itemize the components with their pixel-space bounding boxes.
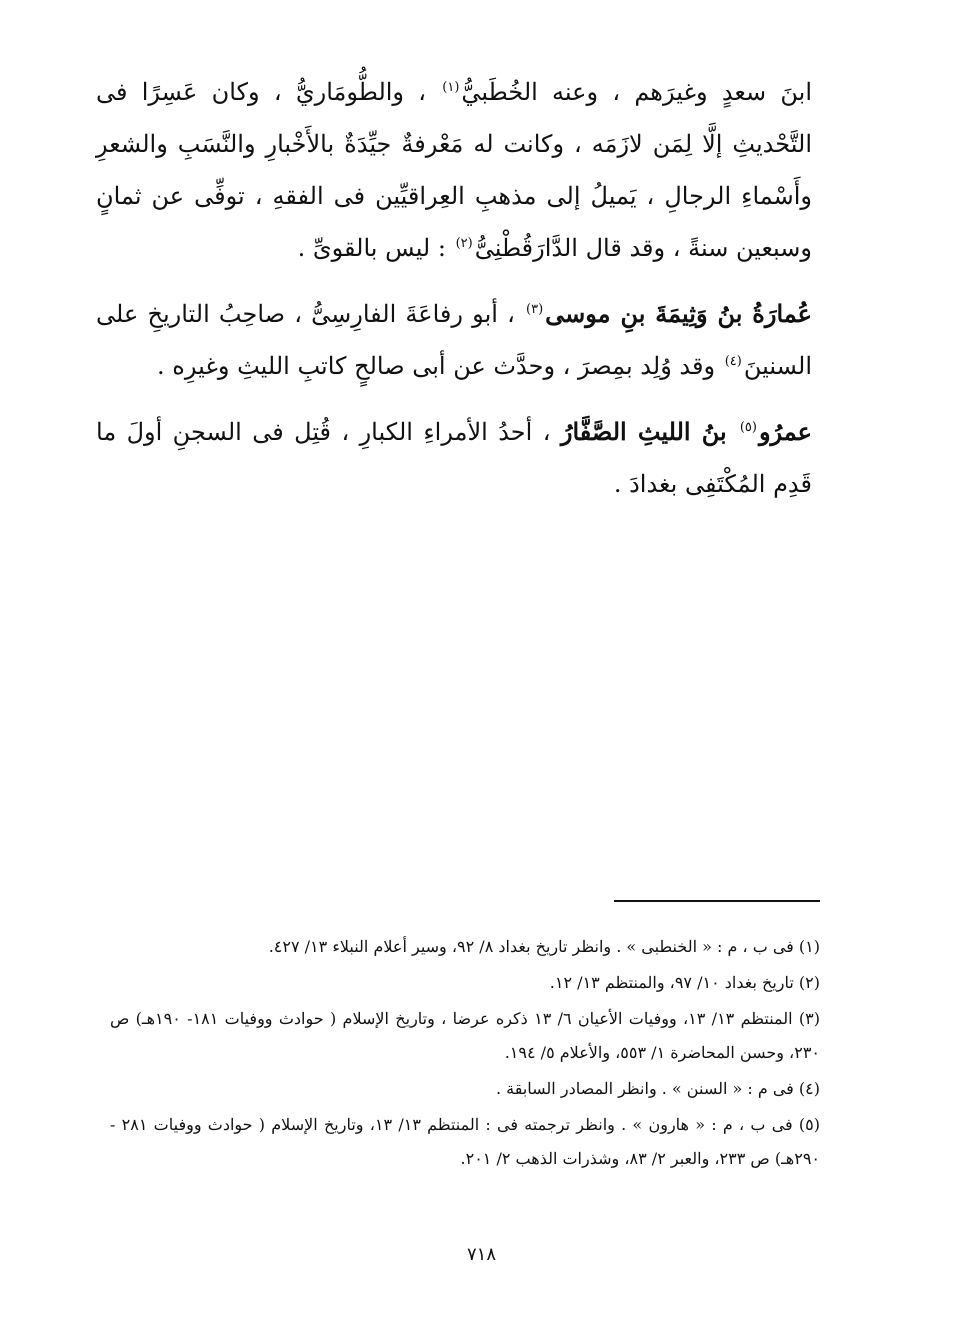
- footnote-ref-2[interactable]: (٢): [455, 236, 473, 251]
- footnote-ref-1[interactable]: (١): [442, 80, 460, 95]
- page-number: ٧١٨: [466, 1244, 496, 1265]
- footnote-2: (٢) تاريخ بغداد ١٠/ ٩٧، والمنتظم ١٣/ ١٢.: [549, 973, 820, 992]
- footnote-3: (٣) المنتظم ١٣/ ١٣، ووفيات الأعيان ٦/ ١٣ ذكره عرضا ، وتاريخ الإسلام ( حوادث ووفيات ١٨١- ١٩٠هـ) ص ٢٣٠، وحسن المحاضرة ١/ ٥٥٣، والأعلام ٥/ ١٩٤.: [110, 1009, 820, 1062]
- entry-text: ، والطُّومَاريُّ ، وكان عَسِرًا فى التَّحْديثِ إلَّا لِمَن لازَمَه ، وكانت له مَعْرفةٌ جيِّدَةٌ بالأَخْبارِ والنَّسَبِ والشعرِ وأَسْماءِ الرجالِ ، يَميلُ إلى مذهبِ العِراقيِّين فى الفقهِ ، توفِّى عن ثمانٍ وسبعين سنةً ، وقد قال الدَّارَقُطْنِىُّ: [96, 78, 812, 262]
- entry-text: ، أحدُ الأمراءِ الكبارِ ، قُتِل فى السجنِ أولَ ما قَدِم المُكْتَفِى بغدادَ .: [96, 418, 812, 498]
- footnotes: [110, 930, 820, 1178]
- main-text: [96, 66, 812, 524]
- entry-heading: عمرُو: [758, 417, 812, 446]
- entry-text: وقد وُلِد بمِصرَ ، وحدَّث عن أبى صالحٍ كاتبِ الليثِ وغيرِه .: [157, 352, 723, 380]
- entry-amr: [96, 406, 812, 510]
- footnote-ref-4[interactable]: (٤): [724, 354, 742, 369]
- entry-heading-continued: بنُ الليثِ الصَّفَّارُ: [560, 417, 738, 446]
- entry-continuation: [96, 66, 812, 274]
- footnote-1: (١) فى ب ، م : « الخنطبى » . وانظر تاريخ بغداد ٨/ ٩٢، وسير أعلام النبلاء ١٣/ ٤٢٧.: [268, 937, 820, 956]
- footnote-5: (٥) فى ب ، م : « هارون » . وانظر ترجمته فى : المنتظم ١٣/ ١٣، وتاريخ الإسلام ( حوادث ووفيات ٢٨١ - ٢٩٠هـ) ص ٢٣٣، والعبر ٢/ ٨٣، وشذرات الذهب ٢/ ٢٠١.: [110, 1115, 821, 1168]
- entry-text: : ليس بالقوىِّ .: [297, 234, 454, 262]
- entry-heading: عُمارَةُ بنُ وَثِيمَةَ بنِ موسى: [545, 299, 812, 328]
- entry-text: ، أبو رفاعَةَ الفارِسِىُّ ، صاحِبُ التاريخِ على السنينَ: [96, 300, 812, 380]
- footnote-ref-3[interactable]: (٣): [526, 302, 544, 317]
- entry-umara: [96, 288, 812, 392]
- entry-text: ابنَ سعدٍ وغيرَهم ، وعنه الخُطَبيُّ: [461, 78, 812, 106]
- footnote-ref-5[interactable]: (٥): [739, 420, 757, 435]
- footnote-divider: [614, 900, 820, 902]
- footnote-4: (٤) فى م : « السنن » . وانظر المصادر السابقة .: [495, 1079, 820, 1098]
